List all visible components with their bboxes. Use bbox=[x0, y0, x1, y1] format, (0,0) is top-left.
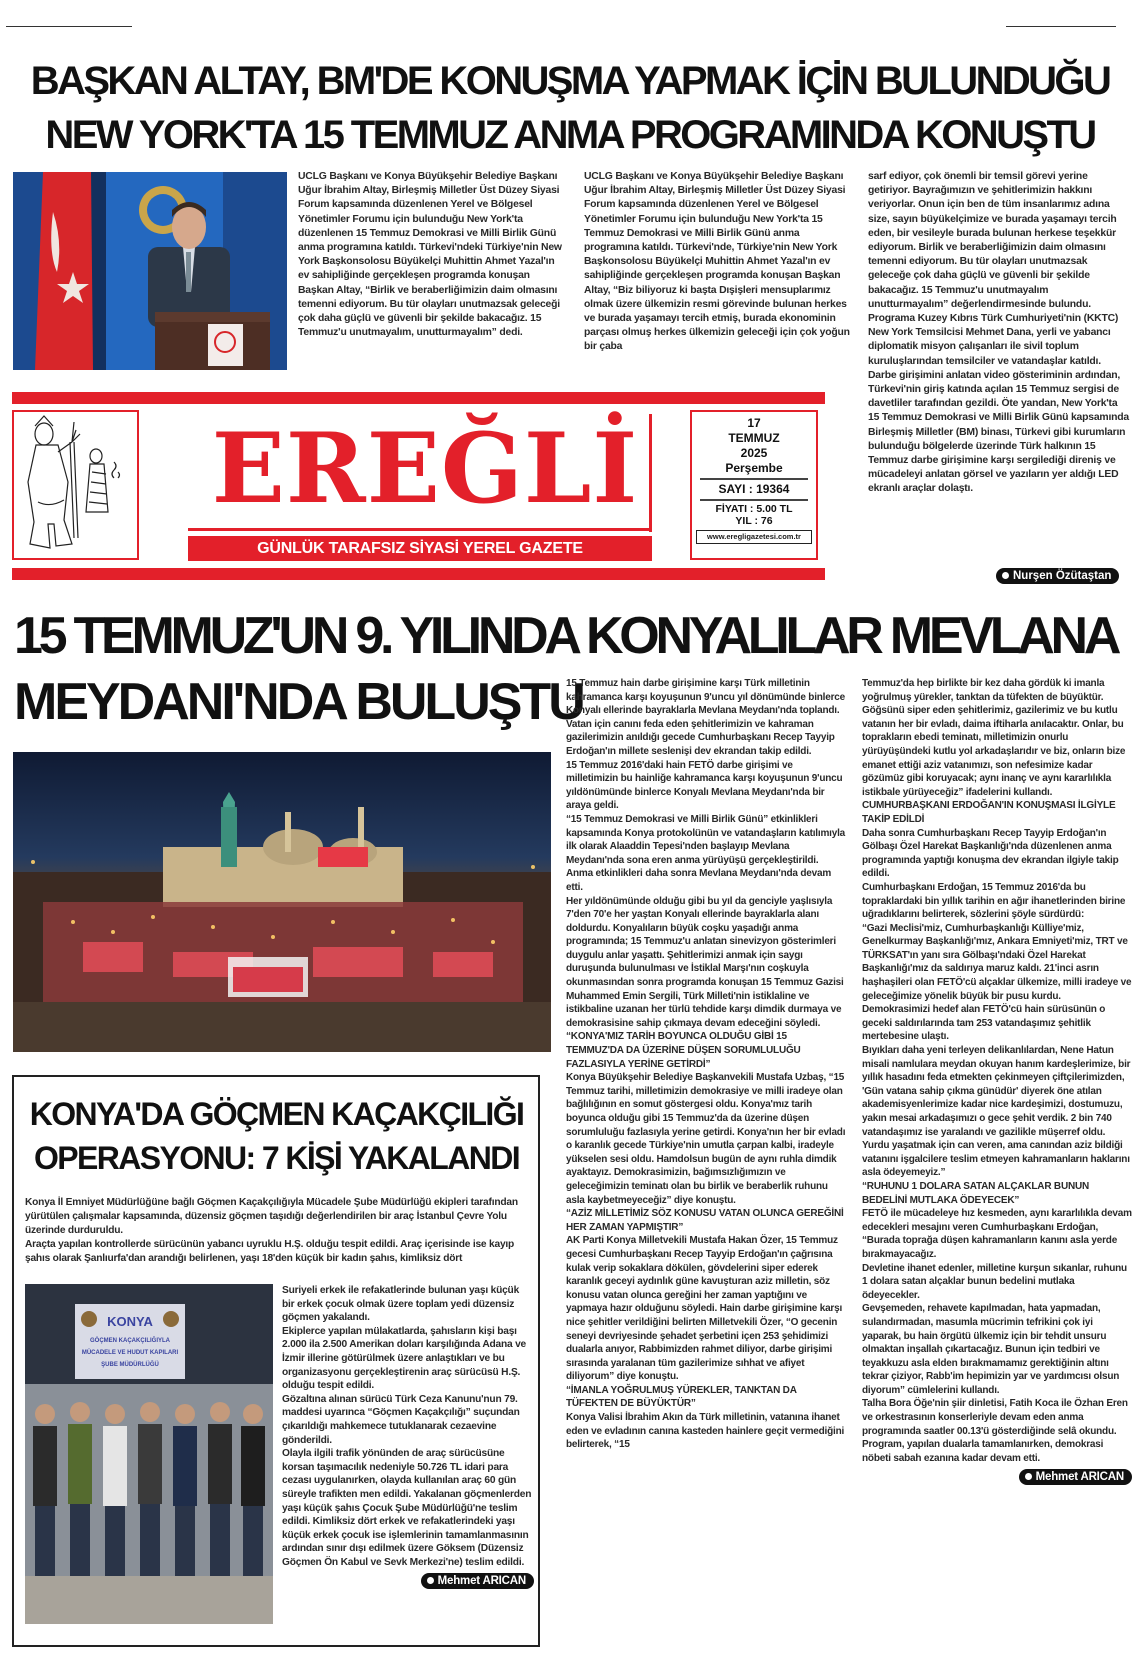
newspaper-logo: EREĞLİ bbox=[211, 412, 639, 525]
article3-col-para1: Suriyeli erkek ile refakatlerinde bulunan yaşı küçük bir erkek çocuk olmak üzere toplam yedi düzensiz göçmen yakalandı. bbox=[282, 1285, 520, 1324]
article2-col2-para5: Demokrasimizi hedef alan FETÖ'cü hain sürüsünün o geceki saldırılarında tam 253 vatandaşımız şehitlik mertebesine ulaştı. bbox=[862, 1004, 1106, 1043]
article3-col-para2: Ekiplerce yapılan mülakatlarda, şahısların kişi başı 2.000 ila 2.500 Amerikan doları karşılığında Adana ve İzmir illerine götürülmek üzere anlaştıkları ve bu organizasyonu gerçekleştirenin araç sürücüsü H.Ş. olduğu tespit edildi. bbox=[282, 1325, 527, 1392]
article2-col1-para6: AK Parti Konya Milletvekili Mustafa Hakan Özer, 15 Temmuz gecesi Cumhurbaşkanı Recep Tayyip Erdoğan'ın çağrısına kulak verip sokaklara dökülen, gövdelerini siper ederek karanlık geceyi aydınlık güne kavuşturan aziz milletin, söz konusu vatan olunca gereğini her zaman yaptığını ve yapmaya hazır olduğunu söyledi. Hain darbe girişimine karşı nice şehitler verildiğini belirten Milletvekili Özer, “O gecenin seneyi devriyesinde şehadet şerbetini içen 253 şehidimizi dualarla anıyor, Rabbimizden rahmet diliyor, darbe girişimi sırasında yaralanan tüm gazilerimize sıhhat ve afiyet diliyorum” diye konuştu. bbox=[566, 1235, 843, 1383]
detained-migrants-image bbox=[25, 1284, 273, 1624]
article2-headline-line2: MEYDANI'NDA BULUŞTU bbox=[14, 673, 583, 731]
issue-number: SAYI : 19364 bbox=[718, 482, 790, 496]
article2-col1-para7: Konya Valisi İbrahim Akın da Türk milletinin, vatanına ihanet eden ve evladının canına kasteden hainlere geçit vermediğini belirterek, “15 bbox=[566, 1412, 845, 1451]
volume-year: YIL : 76 bbox=[735, 515, 773, 527]
article2-col2-para8: Devletine ihanet edenler, milletine kurşun sıkanlar, ruhunu 1 dolara satan alçaklar bunun bedelini mutlaka ödeyecekler. bbox=[862, 1262, 1127, 1301]
mevlana-square-night-image bbox=[13, 752, 551, 1052]
article3-photo bbox=[25, 1284, 273, 1624]
article2-col1-para5: Konya Büyükşehir Belediye Başkanvekili Mustafa Uzbaş, “15 Temmuz tarihi, milletimizin demokrasiye ve milli iradeye olan bağlılığının en somut göstergesi oldu. Konya'mız tarih boyunca olduğu gibi 15 Temmuz'da da üzerine düşen sorumluluğu fazlasıyla yerine getirdi. Konya'nın her bir evladı o karanlık gecede Türkiye'nin umutla çarpan kalbi, iradeyle yükselen sesi oldu. Hamdolsun bugün de aynı ruhla dimdik ayaktayız. Demokrasimizin, bağımsızlığımızın ve geleceğimizin teminatı olan bu birlik ve beraberlik ruhunu asla kaybetmeyeceğiz” diye konuştu. bbox=[566, 1072, 846, 1206]
article3-intro-para1: Konya İl Emniyet Müdürlüğüne bağlı Göçmen Kaçakçılığıyla Mücadele Şube Müdürlüğü ekipleri tarafından yürütülen çalışmalar kapsamında, düzensiz göçmen taşıdığı değerlendirilen bir araç İstanbul Çevre Yolu üzerinde durduruldu. bbox=[25, 1197, 518, 1236]
article1-column1 bbox=[298, 170, 568, 340]
divider bbox=[700, 499, 808, 501]
article2-headline-line1: 15 TEMMUZ'UN 9. YILINDA KONYALILAR MEVLANA bbox=[14, 607, 1118, 665]
article2-byline bbox=[1019, 1469, 1132, 1485]
article3-col-para4: Olayla ilgili trafik yönünden de araç sürücüsüne korsan taşımacılık nedeniyle 50.726 TL idari para cezası uygulanırken, olayda kullanılan araç 60 gün süreyle trafikten men edildi. Yakalanan göçmenlerden yaşı küçük şahıs Çocuk Şube Müdürlüğü'ne teslim edildi. Kimliksiz dört erkek ve refakatlerindeki yaşı küçük erkek çocuk ise işlemlerinin tamamlanmasının ardından sınır dışı edilmek üzere Göksem (Düzensiz Göçmen Ön Kabul ve Sevk Merkezi'ne) teslim edildi. bbox=[282, 1448, 532, 1568]
article3-byline-row bbox=[282, 1573, 534, 1589]
article2-col1-subheading3: “İMANLA YOĞRULMUŞ YÜREKLER, TANKTAN DA TÜFEKTEN DE BÜYÜKTÜR” bbox=[566, 1384, 797, 1410]
date-weekday: Perşembe bbox=[725, 461, 783, 475]
divider bbox=[700, 478, 808, 480]
top-left-rule bbox=[6, 26, 132, 27]
logo-frame-vertical bbox=[649, 414, 652, 532]
bullet-dot-icon bbox=[427, 1577, 434, 1584]
article2-col2-subheading2: “RUHUNU 1 DOLARA SATAN ALÇAKLAR BUNUN BEDELİNİ MUTLAKA ÖDEYECEK” bbox=[862, 1180, 1090, 1206]
article1-col3-para1: sarf ediyor, çok önemli bir temsil görevi yerine getiriyor. Bayrağımızın ve şehitlerimizin hakkını veriyorlar. Onun için ben de tüm insanlarımız adına size, sayın büyükelçimize ve burada yaşamayı tercih eden, bir vesileyle burada bulunan herkese teşekkür ediyorum. Birlik ve beraberliğimizin daim olmasını temenni ediyorum. Bu tür olayları unutmazsak geleceğe çok daha güçlü ve güvenli bir şekilde bakacağız. 15 Temmuz'u unutmayalım unutturmayalım” değerlendirmesinde bulundu. bbox=[868, 171, 1117, 310]
date-year: 2025 bbox=[740, 446, 768, 460]
article3-byline bbox=[421, 1573, 534, 1589]
article3-headline-line1: KONYA'DA GÖÇMEN KAÇAKÇILIĞI bbox=[29, 1096, 524, 1132]
date-info bbox=[692, 412, 816, 558]
speaker-at-podium-image bbox=[13, 172, 287, 370]
hittite-relief-icon bbox=[14, 412, 137, 558]
masthead-top-bar bbox=[12, 392, 825, 404]
article2-column2 bbox=[862, 677, 1132, 1485]
article3-column bbox=[282, 1284, 534, 1589]
article2-col2-para9: Gevşemeden, rehavete kapılmadan, hata yapmadan, sulandırmadan, masumla mücrimin tefrikini çok iyi yaparak, bu hain örgütü ülkemiz için bir tehdit unsuru olmaktan inşallah çıkartacağız. Bunun için tedbiri ve teyakkuzu asla elden bırakmamamız gerektiğinin altını tekrar çiziyor, Rabb'im hepimizin yar ve yardımcısı olsun diyorum” cümlelerini kullandı. bbox=[862, 1303, 1120, 1396]
article2-col2-para7: FETÖ ile mücadeleye hız kesmeden, aynı kararlılıkla devam edecekleri mesajını veren Cumhurbaşkanı Erdoğan, “Burada toprağa düşen kahramanların kanını asla yerde bırakmayacağız. bbox=[862, 1208, 1132, 1260]
masthead-emblem-box bbox=[12, 410, 139, 560]
article2-col2-para3: Cumhurbaşkanı Erdoğan, 15 Temmuz 2016'da bu topraklardaki bin yıllık tarihin en ağır ihanetlerinden birine uğradıklarını belirterek, sözlerini şöyle sürdürdü: bbox=[862, 881, 1126, 921]
article3-intro bbox=[25, 1196, 535, 1266]
article2-byline-row bbox=[862, 1469, 1132, 1485]
article3-col-para3: Gözaltına alınan sürücü Türk Ceza Kanunu'nun 79. maddesi uyarınca “Göçmen Kaçakçılığı” suçundan çıkarıldığı mahkemece tutuklanarak cezaevine gönderildi. bbox=[282, 1393, 520, 1446]
article2-column1 bbox=[566, 677, 846, 1452]
article1-headline-line1: BAŞKAN ALTAY, BM'DE KONUŞMA YAPMAK İÇİN BULUNDUĞU bbox=[30, 59, 1110, 103]
article2-col1-para3: “15 Temmuz Demokrasi ve Milli Birlik Günü” etkinlikleri kapsamında Konya protokolünün ve vatandaşların katılımıyla ilk olarak Alaaddin Tepesi'nden başlayıp Mevlana Meydanı'nda sona eren anma yürüyüşü gerçekleştirildi. Anma etkinlikleri daha sonra Mevlana Meydanı'nda devam etti. bbox=[566, 813, 846, 893]
website-link[interactable]: www.eregligazetesi.com.tr bbox=[696, 530, 812, 544]
logo-frame-horizontal bbox=[188, 528, 652, 531]
article3-intro-para2: Araçta yapılan kontrollerde sürücünün yabancı uyruklu H.Ş. olduğu tespit edildi. Araç içerisinde ise kayıp şahıs olarak Şanlıurfa'dan arandığı belirlenen, yaşı 18'den küçük bir kadın şahıs, kimliksiz dört bbox=[25, 1239, 515, 1264]
article2-byline-name: Mehmet ARICAN bbox=[1035, 1471, 1124, 1484]
masthead-bottom-bar bbox=[12, 568, 825, 580]
article2-col1-subheading2: “AZİZ MİLLETİMİZ SÖZ KONUSU VATAN OLUNCA GEREĞİNİ HER ZAMAN YAPMIŞTIR” bbox=[566, 1208, 844, 1233]
sign-line1: KONYA bbox=[107, 1314, 153, 1329]
article2-col1-subheading1: “KONYA'MIZ TARİH BOYUNCA OLDUĞU GİBİ 15 TEMMUZ'DA DA ÜZERİNE DÜŞEN SORUMLULUĞU FAZLASIYLA YERİNE GETİRDİ” bbox=[566, 1031, 801, 1070]
date-day: 17 bbox=[747, 416, 761, 430]
article3-headline-line2: OPERASYONU: 7 KİŞİ YAKALANDI bbox=[33, 1140, 520, 1176]
newspaper-slogan: GÜNLÜK TARAFSIZ SİYASİ YEREL GAZETE bbox=[188, 536, 652, 561]
article2-col1-para4: Her yıldönümünde olduğu gibi bu yıl da genciyle yaşlısıyla 7'den 70'e her yaştan Konyalı ellerinde bayraklarla alanı doldurdu. Konyalıların büyük coşku yaşadığı anma programında; 15 Temmuz'u anlatan sinevizyon gösterimleri duygulu anlar yaşattı. Şehitlerimizi anmak için saygı duruşunda bulunulması ve İstiklal Marşı'nın coşkuyla okunmasından sonra programda konuşan 15 Temmuz Gazisi Muhammed Emin Sergili, Türk Milleti'nin istiklaline ve istikbaline uzanan her türlü tehdide karşı dimdik durmaya ve demokrasisine sahip çıkmaya devam edeceğini söyledi. bbox=[566, 895, 844, 1029]
article1-photo bbox=[13, 172, 287, 370]
article2-col2-para10: Talha Bora Öğe'nin şiir dinletisi, Fatih Koca ile Özhan Eren ve orkestrasının konserleriyle devam eden anma programında saatler 00.13'ü gösterdiğinde selâ okundu. Program, yapılan dualarla tamamlanırken, demokrasi nöbeti sabah ezanına kadar devam etti. bbox=[862, 1398, 1128, 1464]
bullet-dot-icon bbox=[1002, 572, 1009, 579]
article1-headline-line2: NEW YORK'TA 15 TEMMUZ ANMA PROGRAMINDA KONUŞTU bbox=[45, 113, 1095, 157]
top-right-rule bbox=[1006, 26, 1116, 27]
article1-byline bbox=[996, 568, 1119, 584]
article2-photo bbox=[13, 752, 551, 1052]
article3-byline-name: Mehmet ARICAN bbox=[437, 1575, 526, 1588]
article2-col2-para4: “Gazi Meclisi'miz, Cumhurbaşkanlığı Külliye'miz, Genelkurmay Başkanlığı'mız, Ankara Emniyeti'miz, TRT ve TÜRKSAT'ın yanı sıra Gölbaşı'ndaki Özel Harekat Başkanlığı'mız da saldırıya maruz kaldı. 21'inci asrın haşhaşileri olan FETÖ'cü alçaklar ülkemize, milli iradeye ve geleceğimize yönelik büyük bir pusu kurdu. bbox=[862, 922, 1132, 1002]
article1-byline-name: Nurşen Özütaştan bbox=[1013, 570, 1112, 582]
article2-col1-para1: 15 Temmuz hain darbe girişimine karşı Türk milletinin kahramanca karşı koyuşunun 9'uncu yıl dönümünde binlerce Konyalı ellerinde bayraklarla Mevlana Meydanı'nda toplandı. Vatan için canını feda eden şehitlerimizin ve kahraman gazilerimizin anıldığı gecede Cumhurbaşkanı Recep Tayyip Erdoğan'ın millete seslenişi dev ekrandan takip edildi. bbox=[566, 678, 846, 757]
date-month: TEMMUZ bbox=[728, 431, 780, 445]
article1-col3-para2: Programa Kuzey Kıbrıs Türk Cumhuriyeti'nin (KKTC) New York Temsilcisi Mehmet Dana, yerli ve yabancı diplomatik misyon çalışanları ile sivil toplum kuruluşlarından temsilciler ve vatandaşlar katıldı. bbox=[868, 313, 1119, 367]
article2-col2-para2: Daha sonra Cumhurbaşkanı Recep Tayyip Erdoğan'ın Gölbaşı Özel Harekat Başkanlığı'nda düzenlenen anma programında yaptığı konuşma dev ekrandan ilgiyle takip edildi. bbox=[862, 827, 1119, 880]
sign-line2: GÖÇMEN KAÇAKÇILIĞIYLA bbox=[90, 1338, 170, 1344]
article2-col2-para6: Bıyıkları daha yeni terleyen delikanlılardan, Nene Hatun misali namlulara meydan okuyan hanım kardeşlerimize, bir yıllık hasadını feda etmekten çekinmeyen çiftçilerimizden, 'Gün vatana sahip çıkma günüdür' diyerek öne atılan akademisyenlerimize kadar nice kardeşimizi, dostumuzu, yakın mesai arkadaşımızı o gece şehit verdik. 2 bin 740 vatandaşımız ise yaralandı ve gazilikle müşerref oldu. Yurdu yaşatmak için can veren, ama canından aziz bildiği vatanını işgalcilere teslim etmeyen kahramanların haklarını asla ödeyemeyiz.” bbox=[862, 1045, 1131, 1179]
article1-col2-text: UCLG Başkanı ve Konya Büyükşehir Belediye Başkanı Uğur İbrahim Altay, Birleşmiş Milletler Üst Düzey Siyasi Forum kapsamında düzenlenen Yerel ve Bölgesel Yönetimler Forumu için bulunduğu New York'ta 15 Temmuz Demokrasi ve Milli Birlik Günü anma programına katıldı. Türkevi'nde, Türkiye'nin New York Başkonsolosu Büyükelçi Muhittin Ahmet Yazal'ın ev sahipliğinde gerçekleşen programda konuşan Başkan Altay, “Biz biliyoruz ki başta Dışişleri mensuplarımız olmak üzere ülkemizin resmi görevinde bulunan herkes ve burada yaşamayı tercih etmiş, burada ekonominin parçası olmuş herkes ülkemizin geleceği için çok yoğun bir çaba bbox=[584, 171, 850, 353]
sign-line4: ŞUBE MÜDÜRLÜĞÜ bbox=[101, 1362, 159, 1368]
bullet-dot-icon bbox=[1025, 1473, 1032, 1480]
article2-col2-para1: Temmuz'da hep birlikte bir kez daha gördük ki imanla yoğrulmuş yürekler, tanktan da tüfekten de büyüktür. Göğsünü siper eden şehitlerimiz, gazilerimiz ve bu kutlu vatanın her bir evladı, daima iftiharla anılacaktır. Onlar, bu toprakların ebedi teminatı, milletimizin onurlu yürüyüşündeki kutlu yol arkadaşlarıdır ve biz, onların bize emanet ettiği aziz vatanımızı, son nefesimize kadar gözümüz gibi koruyacak; aynı inanç ve aynı kararlılıkla istikbale yürüyeceğiz” ifadelerini kullandı. bbox=[862, 678, 1126, 798]
article1-col1-text: UCLG Başkanı ve Konya Büyükşehir Belediye Başkanı Uğur İbrahim Altay, Birleşmiş Milletler Üst Düzey Siyasi Forum kapsamında düzenlenen Yerel ve Bölgesel Yönetimler Forumu için bulunduğu New York'ta düzenlenen 15 Temmuz Demokrasi ve Milli Birlik Günü anma programına katıldı. Türkevi'ndeki Türkiye'nin New York Başkonsolosu Büyükelçi Muhittin Ahmet Yazal'ın ev sahipliğinde gerçekleşen programda konuşan Başkan Altay, “Birlik ve beraberliğimizin daim olmasını temenni ediyorum. Bu tür olayları unutmazsak geleceği çok daha güçlü ve güvenli bir şekilde bakacağız. 15 Temmuz'u unutmayalım, unutturmayalım” dedi. bbox=[298, 171, 562, 339]
article2-col1-para2: 15 Temmuz 2016'daki hain FETÖ darbe girişimi ve milletimizin bu hainliğe kahramanca karşı koyuşunun 9'uncu yıldönümünde binlerce Konyalı Mevlana Meydanı'nda bir araya geldi. bbox=[566, 759, 843, 812]
article2-col2-subheading1: CUMHURBAŞKANI ERDOĞAN'IN KONUŞMASI İLGİYLE TAKİP EDİLDİ bbox=[862, 800, 1116, 825]
article1-col3-para3: Darbe girişimini anlatan video gösteriminin ardından, Türkevi'nin giriş katında açılan 15 Temmuz sergisi de davetliler tarafından gezildi. Öte yandan, New York'ta 15 Temmuz Demokrasi ve Milli Birlik Günü kapsamında Birleşmiş Milletler (BM) binası, Türkevi gibi kurumların bulunduğu bölgelerde üzerinde Türk halkının 15 Temmuz darbe girişimine karşı sergilediği direniş ve mücadeleyi anlatan görsel ve yazıların yer aldığı LED ekranlı araçlar dolaştı. bbox=[868, 369, 1130, 495]
price: FİYATI : 5.00 TL bbox=[715, 503, 793, 515]
sign-line3: MÜCADELE VE HUDUT KAPILARI bbox=[81, 1350, 179, 1356]
article1-column2 bbox=[584, 170, 852, 355]
article1-column3 bbox=[868, 170, 1130, 497]
